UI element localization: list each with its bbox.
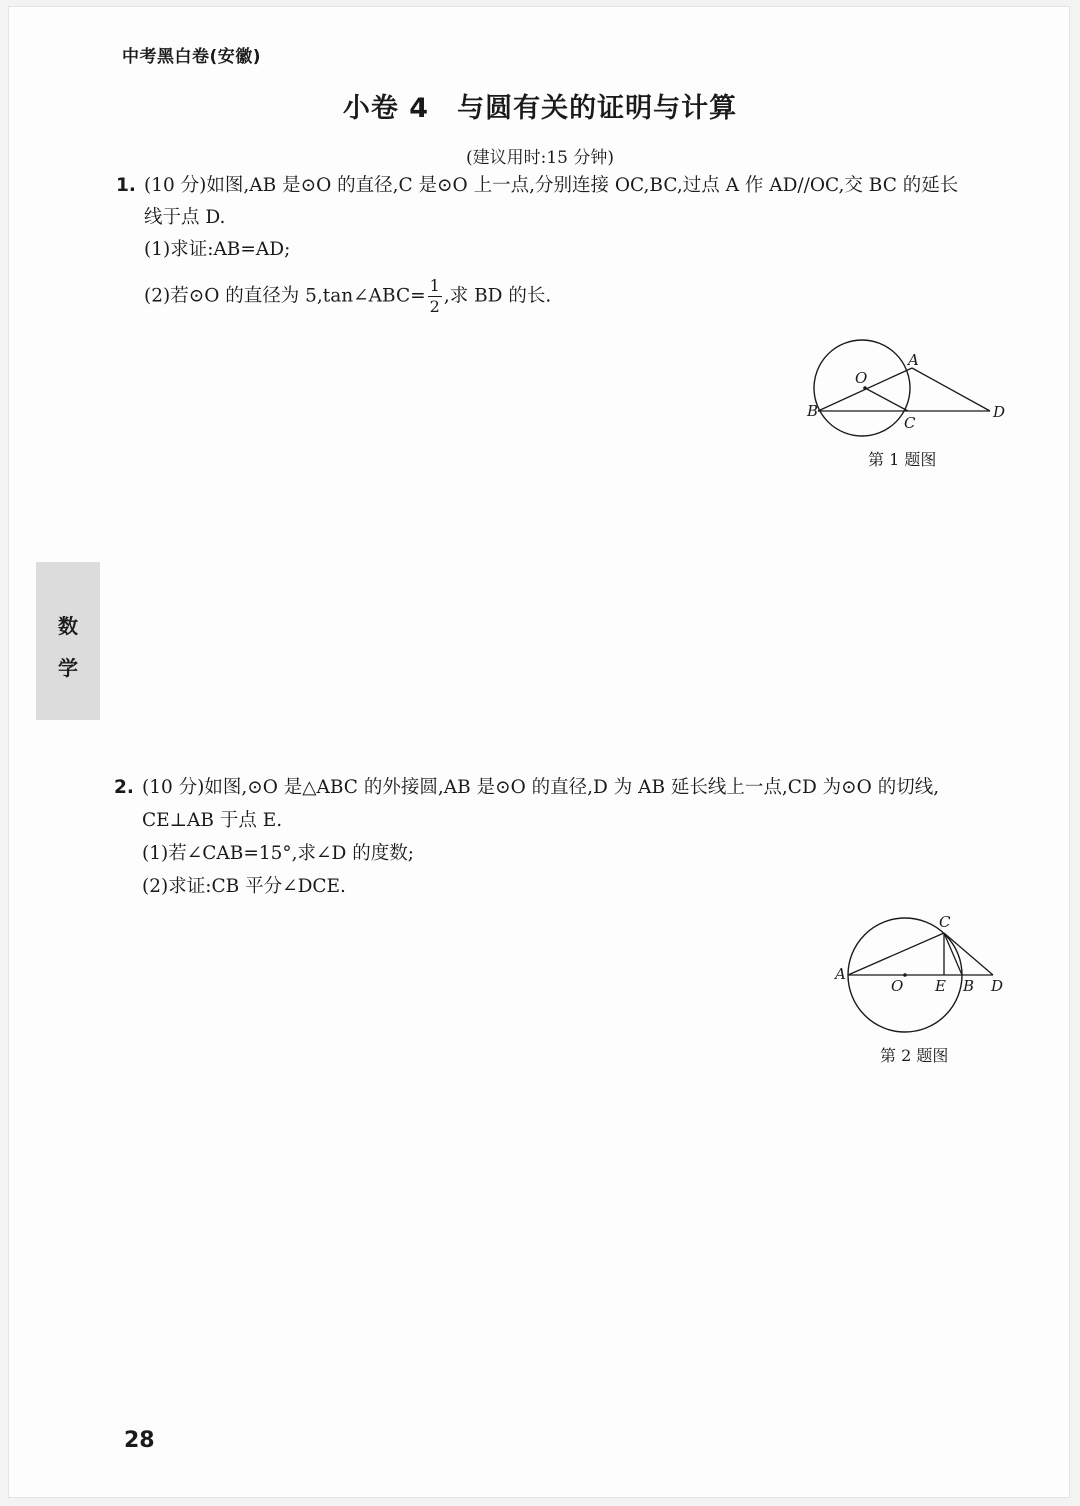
figure-2-caption: 第 2 题图 — [880, 1046, 949, 1065]
label-e: E — [935, 977, 946, 995]
figure-2-diagram — [828, 908, 1018, 1036]
question-1-part-2-text: (2)若⊙O 的直径为 5,tan∠ABC= — [144, 285, 426, 307]
question-1-text: (10 分)如图,AB 是⊙O 的直径,C 是⊙O 上一点,分别连接 OC,BC,过点 A 作 AD//OC,交 BC 的延长 — [144, 175, 959, 196]
label-d: D — [993, 403, 1006, 421]
circle-o — [814, 340, 910, 436]
question-2-text: (10 分)如图,⊙O 是△ABC 的外接圆,AB 是⊙O 的直径,D 为 AB 延长线上一点,CD 为⊙O 的切线, — [142, 777, 940, 798]
subject-side-tab — [36, 562, 100, 720]
question-1-line-1 — [116, 177, 958, 196]
question-1-number: 1. — [116, 175, 136, 196]
book-header: 中考黑白卷(安徽) — [122, 47, 262, 67]
side-tab-char-1: 数 — [58, 614, 78, 638]
page-sheet — [8, 6, 1070, 1498]
figure-1-diagram — [800, 335, 1015, 445]
side-tab-char-2: 学 — [58, 656, 78, 680]
question-2-part-1: (1)若∠CAB=15°,求∠D 的度数; — [142, 843, 414, 864]
label-a: A — [835, 965, 846, 983]
label-b: B — [807, 402, 819, 420]
fraction-denominator: 2 — [429, 297, 440, 316]
segment-ad — [912, 368, 990, 411]
label-c: C — [904, 414, 916, 432]
label-o: O — [891, 977, 904, 995]
label-o: O — [855, 369, 868, 387]
question-1-part-2-tail: ,求 BD 的长. — [443, 285, 552, 307]
question-2-line-2: CE⊥AB 于点 E. — [142, 810, 283, 831]
question-2-part-2: (2)求证:CB 平分∠DCE. — [142, 876, 346, 897]
label-d: D — [991, 977, 1004, 995]
question-1-line-2: 线于点 D. — [144, 207, 226, 228]
segment-cb — [944, 933, 962, 975]
question-1-part-2 — [144, 278, 551, 315]
question-1-part-1: (1)求证:AB=AD; — [144, 239, 291, 260]
suggested-time: (建议用时:15 分钟) — [465, 148, 615, 168]
question-2-line-1 — [114, 779, 939, 798]
fraction-numerator: 1 — [429, 276, 440, 295]
label-c: C — [939, 913, 951, 931]
page-number: 28 — [124, 1428, 155, 1453]
fraction-one-half — [428, 278, 442, 315]
page-title: 小卷 4 与圆有关的证明与计算 — [342, 93, 738, 124]
segment-cd — [944, 933, 993, 975]
question-2-number: 2. — [114, 777, 134, 798]
segment-ac — [848, 933, 944, 975]
center-point-o — [903, 973, 907, 977]
figure-1-caption: 第 1 题图 — [868, 450, 937, 469]
segment-oc — [865, 388, 908, 411]
label-a: A — [908, 351, 919, 369]
label-b: B — [963, 977, 975, 995]
